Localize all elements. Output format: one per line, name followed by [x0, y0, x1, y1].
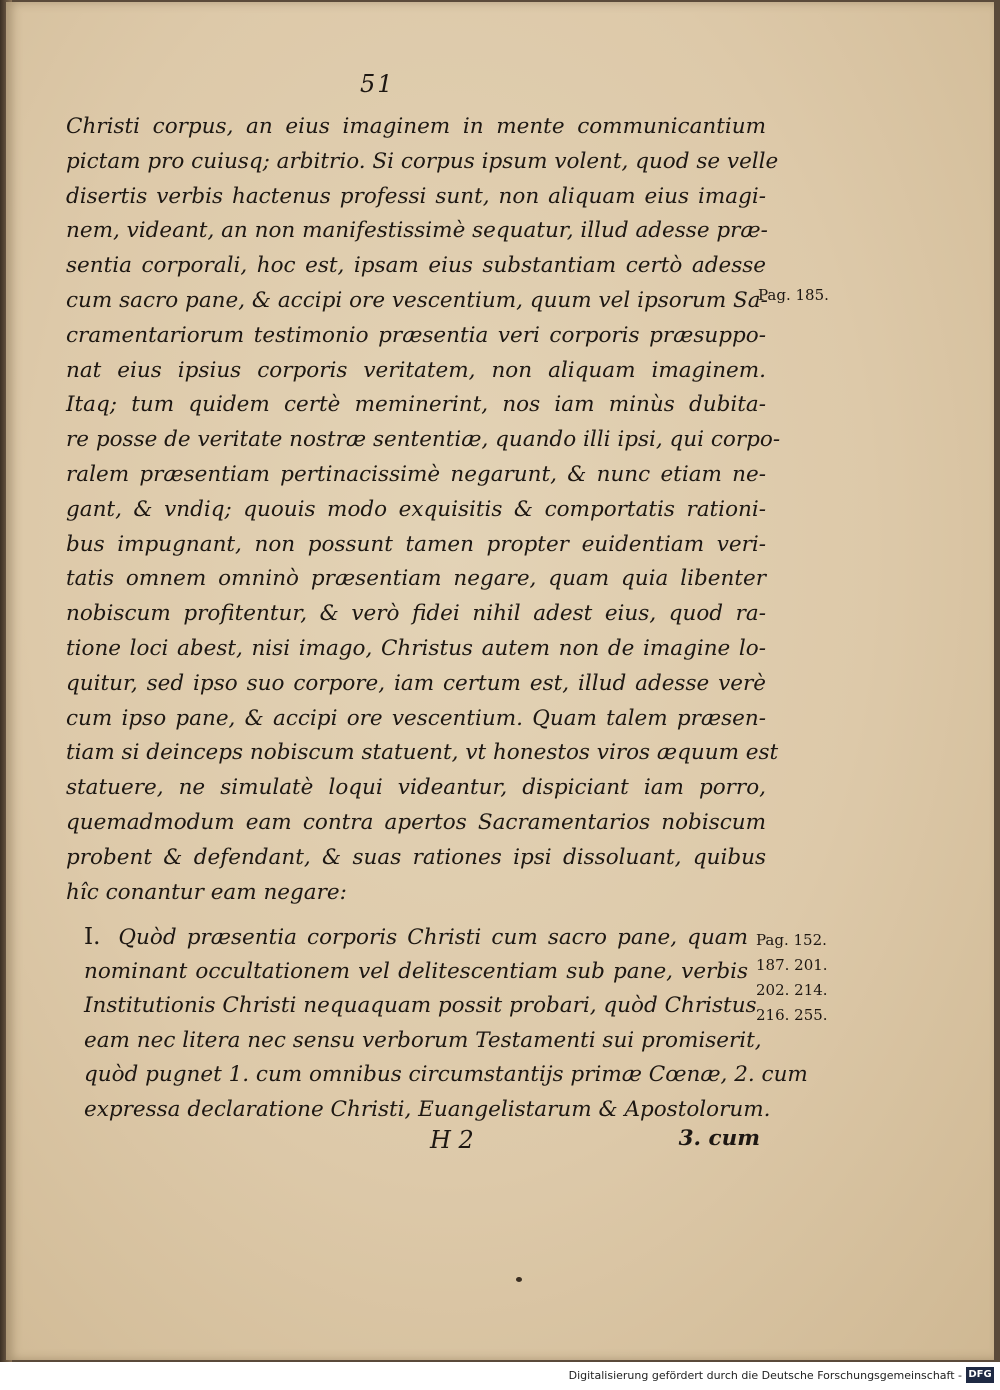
- signature-mark: H 2: [430, 1126, 474, 1154]
- footer-bar: [0, 1362, 1000, 1390]
- text-line: quitur, sed ipso suo corpore, iam certum est, illud adesse verè: [66, 670, 766, 696]
- margin-note-line: 187. 201.: [756, 956, 828, 974]
- text-line: statuere, ne simulatè loqui videantur, dispiciant iam porro,: [66, 775, 766, 801]
- section-line: eam nec litera nec sensu verborum Testamenti sui promiserit,: [84, 1027, 762, 1053]
- text-line: gant, & vndiq; quouis modo exquisitis & comportatis rationi-: [66, 496, 766, 522]
- text-line: re posse de veritate nostræ sententiæ, quando illi ipsi, qui corpo-: [66, 427, 781, 453]
- text-line: nat eius ipsius corporis veritatem, non aliquam imaginem.: [66, 357, 766, 383]
- margin-note-line: 202. 214.: [756, 981, 828, 999]
- section-line: expressa declaratione Christi, Euangelistarum & Apostolorum.: [84, 1096, 771, 1122]
- text-line: cramentariorum testimonio præsentia veri corporis præsuppo-: [66, 322, 766, 348]
- text-line: hîc conantur eam negare:: [66, 879, 347, 905]
- margin-note-page-refs: [756, 928, 828, 1028]
- text-line: disertis verbis hactenus professi sunt, non aliquam eius imagi-: [66, 183, 766, 209]
- section-line: quòd pugnet 1. cum omnibus circumstantijs primæ Cœnæ, 2. cum: [84, 1062, 808, 1088]
- main-paragraph: [66, 110, 781, 910]
- text-line: probent & defendant, & suas rationes ipsi dissoluant, quibus: [66, 844, 766, 870]
- text-line: sentia corporali, hoc est, ipsam eius substantiam certò adesse: [66, 253, 766, 279]
- dfg-logo: DFG: [966, 1367, 994, 1383]
- margin-note-page-ref: Pag. 185.: [758, 286, 829, 304]
- signature-line: [430, 1126, 760, 1160]
- page-number: 51: [360, 70, 395, 98]
- text-line: tatis omnem omninò præsentiam negare, quam quia libenter: [66, 566, 766, 592]
- catchword: 3. cum: [678, 1126, 760, 1151]
- funding-credit: Digitalisierung gefördert durch die Deutsche Forschungsgemeinschaft -: [568, 1369, 962, 1382]
- text-line: tione loci abest, nisi imago, Christus autem non de imagine lo-: [66, 635, 766, 661]
- text-line: pictam pro cuiusq; arbitrio. Si corpus ipsum volent, quod se velle: [66, 148, 779, 174]
- margin-note-line: Pag. 152.: [756, 931, 827, 949]
- section-line-text: Quòd præsentia corporis Christi cum sacro pane, quam: [118, 925, 748, 950]
- text-line: Itaq; tum quidem certè meminerint, nos iam minùs dubita-: [66, 392, 766, 418]
- text-line: quemadmodum eam contra apertos Sacramentarios nobiscum: [66, 809, 766, 835]
- section-line: [84, 920, 748, 955]
- text-line: ralem præsentiam pertinacissimè negarunt, & nunc etiam ne-: [66, 461, 766, 487]
- text-line: bus impugnant, non possunt tamen propter euidentiam veri-: [66, 531, 766, 557]
- section-numeral: I.: [84, 924, 101, 950]
- text-line: Christi corpus, an eius imaginem in mente communicantium: [66, 114, 766, 139]
- text-line: tiam si deinceps nobiscum statuent, vt honestos viros æquum est: [66, 740, 779, 766]
- section-line: nominant occultationem vel delitescentiam sub pane, verbis: [84, 958, 748, 984]
- text-line: nobiscum profitentur, & verò fidei nihil adest eius, quod ra-: [66, 601, 766, 627]
- text-line: nem, videant, an non manifestissimè sequatur, illud adesse præ-: [66, 218, 768, 244]
- section-line: Institutionis Christi nequaquam possit probari, quòd Christus: [84, 993, 757, 1019]
- margin-note-line: 216. 255.: [756, 1006, 828, 1024]
- paper-speck: [516, 1277, 522, 1282]
- text-line: cum ipso pane, & accipi ore vescentium. Quam talem præsen-: [66, 705, 766, 731]
- text-line: cum sacro pane, & accipi ore vescentium, quum vel ipsorum Sa-: [66, 287, 768, 313]
